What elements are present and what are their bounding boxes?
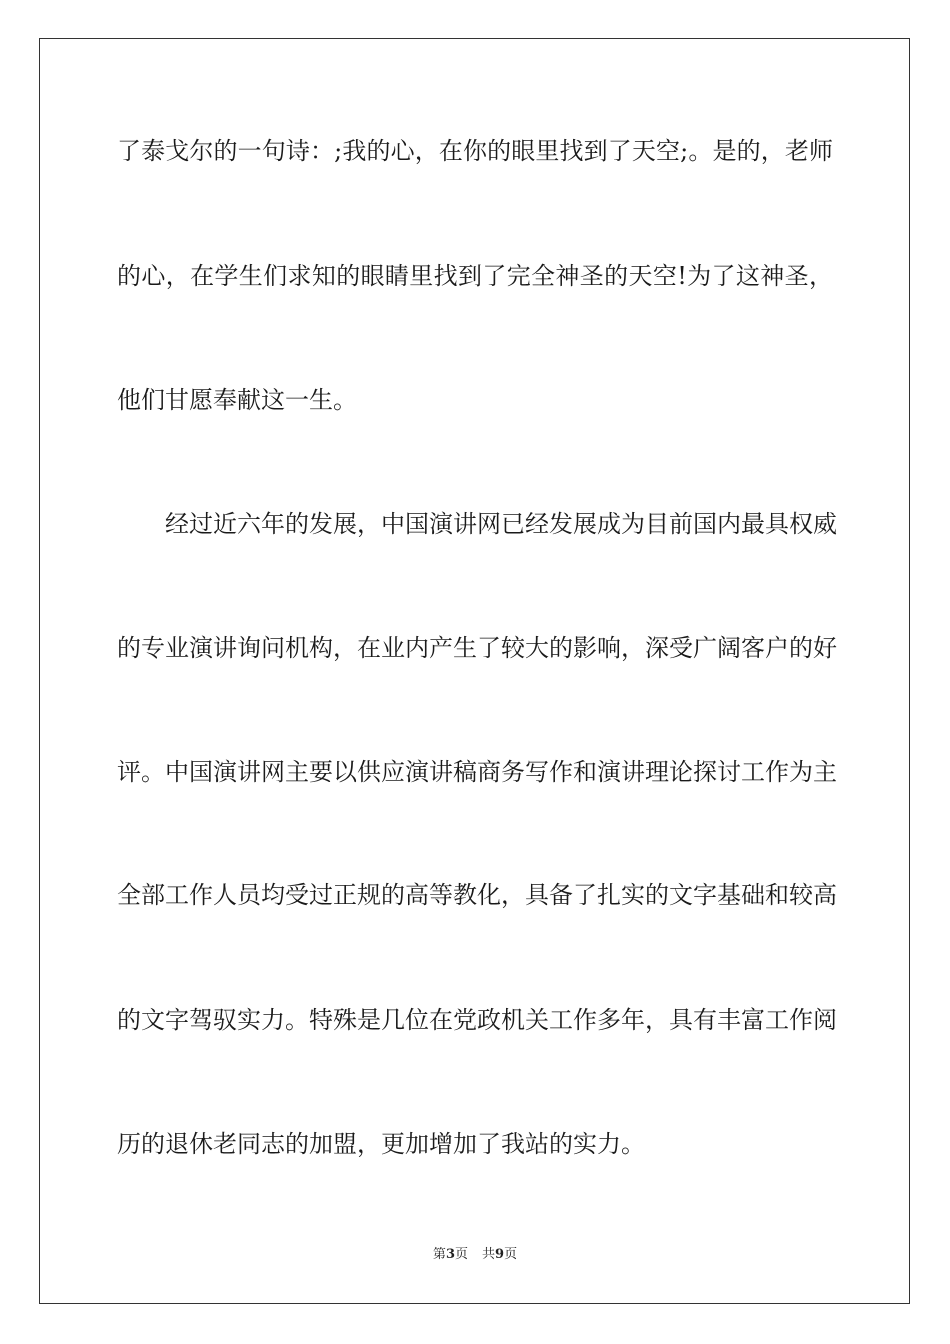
- total-page-number: 9: [495, 1247, 505, 1262]
- body-text-line: 他们甘愿奉献这一生。: [117, 386, 357, 414]
- page-number: [433, 1247, 468, 1262]
- page-suffix: 页: [454, 1247, 468, 1262]
- body-text-line: 的心，在学生们求知的眼睛里找到了完全神圣的天空!为了这神圣，: [117, 262, 833, 290]
- total-prefix: 共: [482, 1247, 496, 1262]
- page-footer: [0, 1246, 950, 1264]
- body-text-line: 的文字驾驭实力。特殊是几位在党政机关工作多年，具有丰富工作阅: [117, 1006, 837, 1034]
- body-text-line: 历的退休老同志的加盟，更加增加了我站的实力。: [117, 1130, 645, 1158]
- page-border: [39, 38, 910, 1304]
- body-text-line: 了泰戈尔的一句诗：;我的心，在你的眼里找到了天空;。是的，老师: [117, 137, 833, 165]
- total-pages: [482, 1247, 517, 1262]
- body-text-line: 评。中国演讲网主要以供应演讲稿商务写作和演讲理论探讨工作为主: [117, 758, 837, 786]
- current-page-number: 3: [445, 1247, 455, 1262]
- paragraph-first-line: 经过近六年的发展，中国演讲网已经发展成为目前国内最具权威: [165, 510, 837, 538]
- total-suffix: 页: [504, 1247, 518, 1262]
- body-text-line: 的专业演讲询问机构，在业内产生了较大的影响，深受广阔客户的好: [117, 634, 837, 662]
- page-prefix: 第: [432, 1247, 446, 1262]
- body-text-line: 全部工作人员均受过正规的高等教化，具备了扎实的文字基础和较高: [117, 881, 837, 909]
